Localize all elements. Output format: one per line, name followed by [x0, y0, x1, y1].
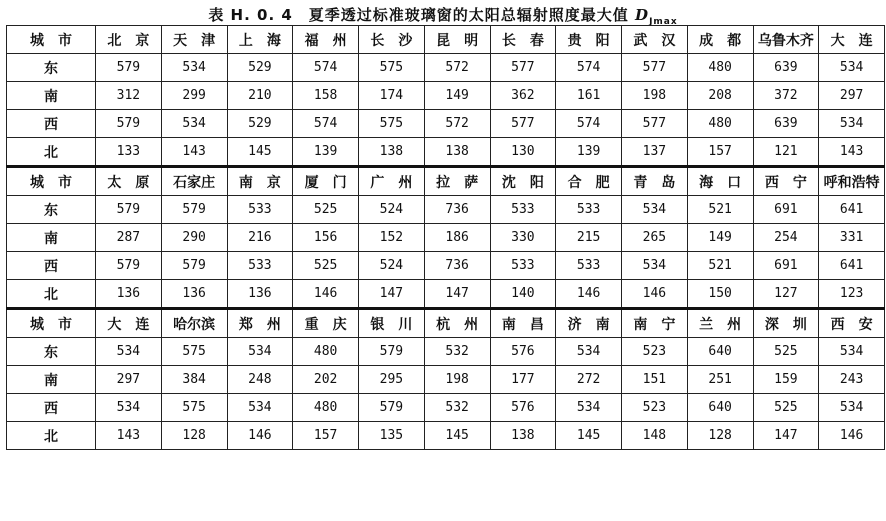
radiation-value-cell: 145: [424, 422, 490, 450]
radiation-value-cell: 372: [753, 82, 819, 110]
orientation-label: 北: [7, 422, 96, 450]
radiation-value-cell: 287: [96, 224, 162, 252]
city-name-cell: 昆 明: [424, 26, 490, 54]
city-name-cell: 重 庆: [293, 309, 359, 338]
radiation-table: [6, 25, 885, 450]
radiation-value-cell: 521: [687, 252, 753, 280]
radiation-value-cell: 579: [161, 196, 227, 224]
radiation-value-cell: 480: [293, 394, 359, 422]
orientation-label: 北: [7, 138, 96, 167]
radiation-value-cell: 143: [161, 138, 227, 167]
radiation-value-cell: 174: [359, 82, 425, 110]
radiation-value-cell: 641: [819, 252, 885, 280]
radiation-value-cell: 151: [622, 366, 688, 394]
radiation-value-cell: 136: [227, 280, 293, 309]
radiation-value-cell: 480: [687, 110, 753, 138]
orientation-label: 南: [7, 82, 96, 110]
radiation-value-cell: 147: [753, 422, 819, 450]
radiation-value-cell: 254: [753, 224, 819, 252]
radiation-value-cell: 299: [161, 82, 227, 110]
radiation-value-cell: 576: [490, 394, 556, 422]
radiation-value-cell: 330: [490, 224, 556, 252]
radiation-value-cell: 534: [161, 110, 227, 138]
radiation-value-cell: 575: [359, 110, 425, 138]
city-header-row: [7, 309, 885, 338]
city-name-cell: 兰 州: [687, 309, 753, 338]
city-name-cell: 大 连: [819, 26, 885, 54]
orientation-row: [7, 82, 885, 110]
radiation-value-cell: 579: [359, 338, 425, 366]
radiation-value-cell: 137: [622, 138, 688, 167]
radiation-value-cell: 146: [622, 280, 688, 309]
orientation-label: 南: [7, 224, 96, 252]
radiation-value-cell: 384: [161, 366, 227, 394]
city-name-cell: 呼和浩特: [819, 167, 885, 196]
radiation-value-cell: 145: [227, 138, 293, 167]
radiation-value-cell: 534: [556, 338, 622, 366]
city-header-label: 城 市: [7, 309, 96, 338]
radiation-value-cell: 159: [753, 366, 819, 394]
radiation-value-cell: 532: [424, 394, 490, 422]
radiation-value-cell: 145: [556, 422, 622, 450]
radiation-value-cell: 534: [96, 394, 162, 422]
radiation-value-cell: 177: [490, 366, 556, 394]
radiation-value-cell: 575: [359, 54, 425, 82]
radiation-value-cell: 534: [622, 252, 688, 280]
orientation-label: 东: [7, 196, 96, 224]
radiation-value-cell: 534: [819, 54, 885, 82]
city-name-cell: 石家庄: [161, 167, 227, 196]
city-name-cell: 济 南: [556, 309, 622, 338]
radiation-value-cell: 523: [622, 338, 688, 366]
radiation-value-cell: 521: [687, 196, 753, 224]
radiation-value-cell: 295: [359, 366, 425, 394]
radiation-value-cell: 143: [819, 138, 885, 167]
radiation-value-cell: 156: [293, 224, 359, 252]
city-name-cell: 长 沙: [359, 26, 425, 54]
radiation-value-cell: 525: [293, 252, 359, 280]
radiation-value-cell: 198: [424, 366, 490, 394]
radiation-value-cell: 135: [359, 422, 425, 450]
city-name-cell: 沈 阳: [490, 167, 556, 196]
radiation-table-wrapper: [6, 25, 884, 450]
city-header-label: 城 市: [7, 167, 96, 196]
radiation-value-cell: 525: [753, 338, 819, 366]
city-name-cell: 上 海: [227, 26, 293, 54]
radiation-value-cell: 136: [161, 280, 227, 309]
orientation-label: 东: [7, 338, 96, 366]
radiation-value-cell: 215: [556, 224, 622, 252]
radiation-value-cell: 533: [227, 252, 293, 280]
city-name-cell: 银 川: [359, 309, 425, 338]
radiation-value-cell: 312: [96, 82, 162, 110]
radiation-value-cell: 157: [293, 422, 359, 450]
orientation-row: [7, 252, 885, 280]
radiation-value-cell: 202: [293, 366, 359, 394]
city-name-cell: 武 汉: [622, 26, 688, 54]
orientation-row: [7, 422, 885, 450]
table-title-symbol: D: [635, 6, 650, 24]
orientation-row: [7, 338, 885, 366]
city-name-cell: 哈尔滨: [161, 309, 227, 338]
city-name-cell: 西 宁: [753, 167, 819, 196]
city-name-cell: 贵 阳: [556, 26, 622, 54]
radiation-value-cell: 148: [622, 422, 688, 450]
radiation-value-cell: 121: [753, 138, 819, 167]
city-name-cell: 广 州: [359, 167, 425, 196]
radiation-value-cell: 691: [753, 196, 819, 224]
radiation-value-cell: 736: [424, 196, 490, 224]
radiation-value-cell: 140: [490, 280, 556, 309]
orientation-row: [7, 54, 885, 82]
radiation-value-cell: 331: [819, 224, 885, 252]
orientation-row: [7, 280, 885, 309]
radiation-value-cell: 641: [819, 196, 885, 224]
radiation-value-cell: 243: [819, 366, 885, 394]
city-name-cell: 南 京: [227, 167, 293, 196]
orientation-label: 西: [7, 110, 96, 138]
city-name-cell: 拉 萨: [424, 167, 490, 196]
city-header-row: [7, 167, 885, 196]
radiation-value-cell: 534: [622, 196, 688, 224]
city-header-row: [7, 26, 885, 54]
radiation-value-cell: 639: [753, 110, 819, 138]
radiation-value-cell: 534: [819, 338, 885, 366]
radiation-value-cell: 579: [359, 394, 425, 422]
radiation-value-cell: 640: [687, 338, 753, 366]
radiation-value-cell: 579: [96, 54, 162, 82]
city-name-cell: 太 原: [96, 167, 162, 196]
radiation-value-cell: 138: [359, 138, 425, 167]
radiation-value-cell: 210: [227, 82, 293, 110]
radiation-value-cell: 534: [96, 338, 162, 366]
radiation-value-cell: 161: [556, 82, 622, 110]
radiation-value-cell: 198: [622, 82, 688, 110]
radiation-value-cell: 533: [490, 196, 556, 224]
radiation-value-cell: 127: [753, 280, 819, 309]
radiation-value-cell: 579: [96, 110, 162, 138]
radiation-value-cell: 574: [556, 110, 622, 138]
radiation-value-cell: 533: [556, 252, 622, 280]
city-name-cell: 成 都: [687, 26, 753, 54]
radiation-value-cell: 534: [556, 394, 622, 422]
radiation-value-cell: 577: [622, 54, 688, 82]
radiation-value-cell: 640: [687, 394, 753, 422]
radiation-value-cell: 534: [227, 338, 293, 366]
orientation-row: [7, 366, 885, 394]
radiation-value-cell: 146: [227, 422, 293, 450]
radiation-value-cell: 572: [424, 54, 490, 82]
radiation-value-cell: 579: [96, 252, 162, 280]
city-name-cell: 大 连: [96, 309, 162, 338]
radiation-value-cell: 639: [753, 54, 819, 82]
city-name-cell: 南 宁: [622, 309, 688, 338]
radiation-value-cell: 576: [490, 338, 556, 366]
radiation-value-cell: 136: [96, 280, 162, 309]
radiation-value-cell: 149: [687, 224, 753, 252]
city-name-cell: 长 春: [490, 26, 556, 54]
radiation-value-cell: 574: [293, 110, 359, 138]
city-name-cell: 乌鲁木齐: [753, 26, 819, 54]
city-name-cell: 郑 州: [227, 309, 293, 338]
radiation-value-cell: 524: [359, 252, 425, 280]
radiation-value-cell: 130: [490, 138, 556, 167]
city-name-cell: 深 圳: [753, 309, 819, 338]
radiation-value-cell: 248: [227, 366, 293, 394]
radiation-value-cell: 532: [424, 338, 490, 366]
radiation-value-cell: 480: [293, 338, 359, 366]
radiation-value-cell: 534: [819, 394, 885, 422]
radiation-value-cell: 150: [687, 280, 753, 309]
radiation-value-cell: 157: [687, 138, 753, 167]
city-name-cell: 福 州: [293, 26, 359, 54]
radiation-value-cell: 138: [490, 422, 556, 450]
orientation-row: [7, 196, 885, 224]
radiation-value-cell: 577: [490, 54, 556, 82]
radiation-value-cell: 147: [359, 280, 425, 309]
radiation-value-cell: 146: [556, 280, 622, 309]
radiation-value-cell: 534: [161, 54, 227, 82]
radiation-value-cell: 577: [490, 110, 556, 138]
city-header-label: 城 市: [7, 26, 96, 54]
radiation-value-cell: 691: [753, 252, 819, 280]
city-name-cell: 北 京: [96, 26, 162, 54]
radiation-value-cell: 480: [687, 54, 753, 82]
radiation-value-cell: 128: [687, 422, 753, 450]
orientation-row: [7, 394, 885, 422]
table-title-subscript: Jmax: [649, 17, 678, 27]
radiation-value-cell: 575: [161, 338, 227, 366]
city-name-cell: 青 岛: [622, 167, 688, 196]
radiation-value-cell: 525: [753, 394, 819, 422]
radiation-value-cell: 579: [96, 196, 162, 224]
radiation-value-cell: 534: [227, 394, 293, 422]
radiation-value-cell: 272: [556, 366, 622, 394]
radiation-value-cell: 147: [424, 280, 490, 309]
orientation-label: 东: [7, 54, 96, 82]
radiation-value-cell: 736: [424, 252, 490, 280]
city-name-cell: 杭 州: [424, 309, 490, 338]
radiation-value-cell: 575: [161, 394, 227, 422]
radiation-value-cell: 143: [96, 422, 162, 450]
radiation-value-cell: 297: [819, 82, 885, 110]
radiation-value-cell: 149: [424, 82, 490, 110]
radiation-value-cell: 139: [556, 138, 622, 167]
radiation-value-cell: 534: [819, 110, 885, 138]
radiation-value-cell: 146: [819, 422, 885, 450]
radiation-value-cell: 533: [227, 196, 293, 224]
radiation-value-cell: 574: [556, 54, 622, 82]
radiation-value-cell: 146: [293, 280, 359, 309]
orientation-row: [7, 138, 885, 167]
radiation-value-cell: 297: [96, 366, 162, 394]
radiation-value-cell: 533: [490, 252, 556, 280]
city-name-cell: 南 昌: [490, 309, 556, 338]
radiation-value-cell: 158: [293, 82, 359, 110]
radiation-value-cell: 128: [161, 422, 227, 450]
radiation-value-cell: 529: [227, 54, 293, 82]
radiation-value-cell: 123: [819, 280, 885, 309]
city-name-cell: 合 肥: [556, 167, 622, 196]
table-title-text: 表 H. 0. 4 夏季透过标准玻璃窗的太阳总辐射照度最大值: [208, 6, 629, 24]
radiation-value-cell: 133: [96, 138, 162, 167]
radiation-value-cell: 579: [161, 252, 227, 280]
radiation-value-cell: 525: [293, 196, 359, 224]
radiation-value-cell: 152: [359, 224, 425, 252]
radiation-value-cell: 290: [161, 224, 227, 252]
orientation-label: 西: [7, 252, 96, 280]
radiation-value-cell: 577: [622, 110, 688, 138]
city-name-cell: 天 津: [161, 26, 227, 54]
radiation-value-cell: 524: [359, 196, 425, 224]
radiation-value-cell: 251: [687, 366, 753, 394]
radiation-table-body: [7, 26, 885, 450]
orientation-row: [7, 224, 885, 252]
orientation-label: 西: [7, 394, 96, 422]
radiation-value-cell: 572: [424, 110, 490, 138]
radiation-value-cell: 265: [622, 224, 688, 252]
radiation-value-cell: 574: [293, 54, 359, 82]
radiation-value-cell: 186: [424, 224, 490, 252]
radiation-value-cell: 523: [622, 394, 688, 422]
city-name-cell: 西 安: [819, 309, 885, 338]
city-name-cell: 海 口: [687, 167, 753, 196]
radiation-value-cell: 529: [227, 110, 293, 138]
radiation-value-cell: 362: [490, 82, 556, 110]
orientation-row: [7, 110, 885, 138]
city-name-cell: 厦 门: [293, 167, 359, 196]
radiation-value-cell: 208: [687, 82, 753, 110]
radiation-value-cell: 533: [556, 196, 622, 224]
orientation-label: 北: [7, 280, 96, 309]
table-title: [0, 4, 886, 27]
radiation-value-cell: 139: [293, 138, 359, 167]
orientation-label: 南: [7, 366, 96, 394]
radiation-value-cell: 138: [424, 138, 490, 167]
radiation-value-cell: 216: [227, 224, 293, 252]
